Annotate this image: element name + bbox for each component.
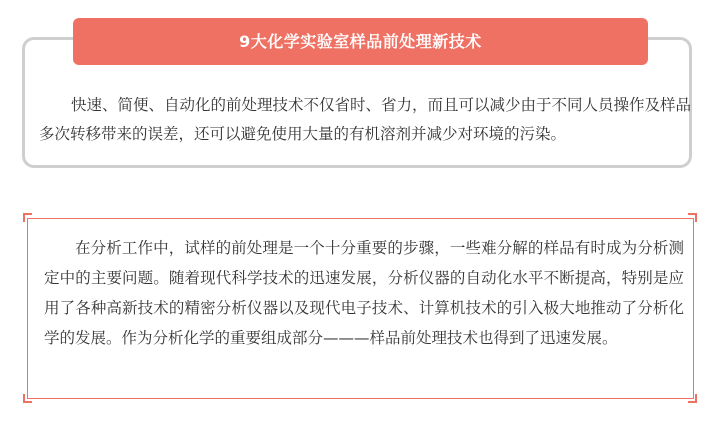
corner-bracket-bottom-left	[23, 394, 32, 403]
corner-bracket-top-left	[23, 213, 32, 222]
detail-paragraph: 在分析工作中，试样的前处理是一个十分重要的步骤，一些难分解的样品有时成为分析测定中的主要问题。随着现代科学技术的迅速发展，分析仪器的自动化水平不断提高，特别是应用了各种高新技术的精密分析仪器以及现代电子技术、计算机技术的引入极大地推动了分析化学的发展。作为分析化学的重要组成部分———样品前处理技术也得到了迅速发展。	[44, 239, 684, 347]
intro-paragraph: 快速、简便、自动化的前处理技术不仅省时、省力，而且可以减少由于不同人员操作及样品多次转移带来的误差，还可以避免使用大量的有机溶剂并减少对环境的污染。	[39, 96, 692, 143]
corner-bracket-top-right	[688, 213, 697, 222]
corner-bracket-bottom-right	[688, 394, 697, 403]
title-banner: 9大化学实验室样品前处理新技术	[73, 18, 648, 65]
